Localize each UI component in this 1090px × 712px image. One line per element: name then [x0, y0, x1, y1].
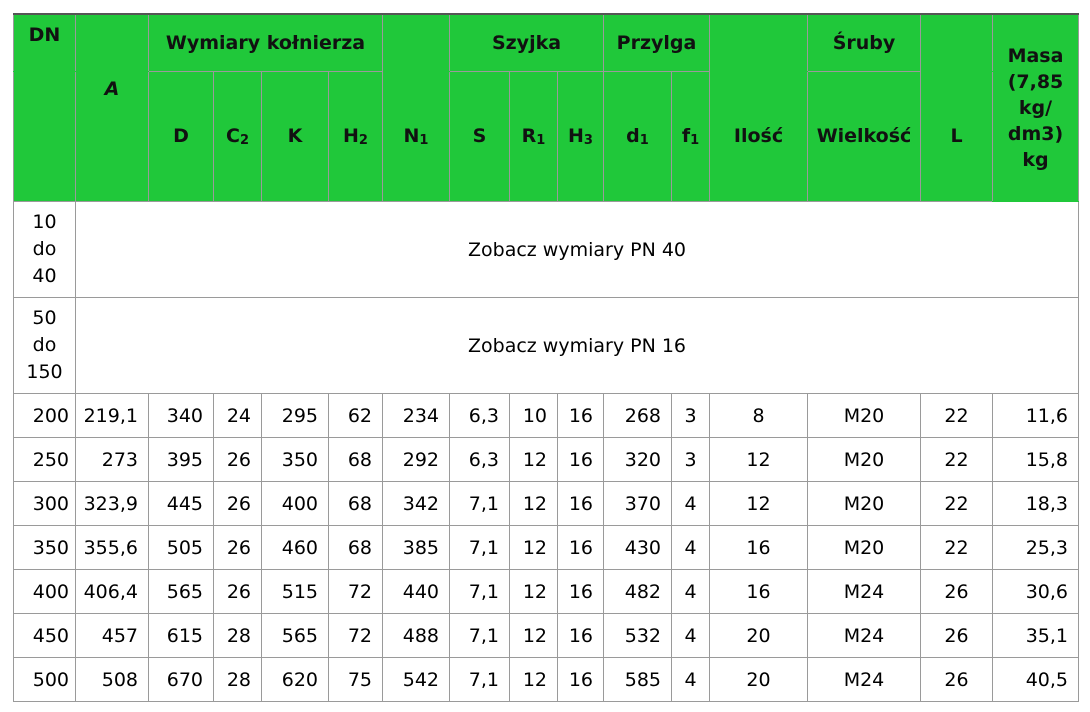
span-row-dn-line: 40: [32, 265, 57, 287]
table-cell: 340: [149, 394, 214, 438]
table-cell: 395: [149, 438, 214, 482]
table-row: [14, 482, 1079, 526]
header-sub-8: $d_1$: [604, 72, 672, 202]
table-cell: 508: [76, 658, 149, 702]
table-cell: 542: [383, 658, 450, 702]
table-cell: 16: [558, 438, 604, 482]
table-cell: 28: [214, 658, 262, 702]
table-cell: 30,6: [993, 570, 1079, 614]
header-mass-label: [993, 43, 1078, 173]
header-sub-1: $C_2$: [214, 72, 262, 202]
header-sub-12: L: [921, 72, 993, 202]
table-cell: 12: [710, 438, 808, 482]
table-cell: 28: [214, 614, 262, 658]
table-cell: 670: [149, 658, 214, 702]
table-cell: 12: [510, 658, 558, 702]
table-cell: M24: [808, 658, 921, 702]
table-cell: 16: [558, 482, 604, 526]
table-row: [14, 394, 1079, 438]
table-cell: 10: [510, 394, 558, 438]
table-cell: 26: [214, 570, 262, 614]
table-cell: 400: [262, 482, 329, 526]
table-cell: 7,1: [450, 570, 510, 614]
header-l-top: [921, 14, 993, 72]
table-cell: 12: [710, 482, 808, 526]
table-row: [14, 438, 1079, 482]
table-cell: M20: [808, 394, 921, 438]
table-cell: 16: [558, 570, 604, 614]
table-cell: 457: [76, 614, 149, 658]
span-row-dn-line: 150: [26, 361, 63, 383]
header-group-neck: Szyjka: [450, 14, 604, 72]
table-cell: 350: [262, 438, 329, 482]
table-cell: 26: [214, 438, 262, 482]
table-cell: 16: [710, 570, 808, 614]
header-sub-6: $R_1$: [510, 72, 558, 202]
table-cell: 300: [14, 482, 76, 526]
table-cell: 460: [262, 526, 329, 570]
table-cell: 12: [510, 526, 558, 570]
table-cell: 20: [710, 614, 808, 658]
table-cell: 3: [672, 394, 710, 438]
table-cell: 355,6: [76, 526, 149, 570]
span-row: [14, 298, 1079, 394]
header-a-top: [76, 14, 149, 72]
table-cell: M20: [808, 438, 921, 482]
header-group-bolts: Śruby: [808, 14, 921, 72]
table-row: [14, 570, 1079, 614]
table-cell: 342: [383, 482, 450, 526]
table-cell: 295: [262, 394, 329, 438]
table-cell: 515: [262, 570, 329, 614]
header-sub-5: S: [450, 72, 510, 202]
table-cell: 406,4: [76, 570, 149, 614]
table-cell: 12: [510, 570, 558, 614]
table-cell: 6,3: [450, 438, 510, 482]
table-cell: 8: [710, 394, 808, 438]
table-cell: 620: [262, 658, 329, 702]
header-sub-0: D: [149, 72, 214, 202]
table-cell: 26: [214, 482, 262, 526]
span-row-note: Zobacz wymiary PN 40: [76, 202, 1079, 298]
table-row: [14, 526, 1079, 570]
table-cell: 323,9: [76, 482, 149, 526]
span-row-dn: [14, 202, 76, 298]
table-cell: 505: [149, 526, 214, 570]
header-sub-9: $f_1$: [672, 72, 710, 202]
table-cell: 12: [510, 438, 558, 482]
header-sub-10: Ilość: [710, 72, 808, 202]
header-qty-top: [710, 14, 808, 72]
table-cell: 500: [14, 658, 76, 702]
table-cell: 450: [14, 614, 76, 658]
table-cell: 370: [604, 482, 672, 526]
table-cell: 6,3: [450, 394, 510, 438]
table-cell: 430: [604, 526, 672, 570]
table-cell: 7,1: [450, 658, 510, 702]
table-cell: 400: [14, 570, 76, 614]
table-cell: 15,8: [993, 438, 1079, 482]
table-row: [14, 614, 1079, 658]
table-cell: 7,1: [450, 482, 510, 526]
table-row: [14, 658, 1079, 702]
table-cell: 200: [14, 394, 76, 438]
table-cell: 16: [558, 394, 604, 438]
table-header: [14, 14, 1079, 202]
table-cell: 16: [558, 658, 604, 702]
span-row-dn-line: do: [32, 334, 57, 356]
table-cell: 12: [510, 482, 558, 526]
header-mass-line: kg/: [1018, 97, 1053, 119]
table-cell: 75: [329, 658, 383, 702]
table-cell: M20: [808, 482, 921, 526]
table-cell: 350: [14, 526, 76, 570]
table-cell: 12: [510, 614, 558, 658]
table-cell: 440: [383, 570, 450, 614]
table-cell: 22: [921, 482, 993, 526]
header-mass: [993, 14, 1079, 202]
table-cell: 320: [604, 438, 672, 482]
table-body: [14, 202, 1079, 702]
header-n1-top: [383, 14, 450, 72]
table-cell: 26: [921, 658, 993, 702]
header-a-text: A: [104, 77, 120, 100]
table-cell: 24: [214, 394, 262, 438]
header-dn-text: DN: [28, 24, 61, 46]
table-cell: M24: [808, 570, 921, 614]
header-mass-line: (7,85: [1007, 71, 1064, 93]
table-cell: 40,5: [993, 658, 1079, 702]
table-cell: M20: [808, 526, 921, 570]
table-cell: 18,3: [993, 482, 1079, 526]
header-dn-label: [14, 24, 76, 202]
table-cell: 3: [672, 438, 710, 482]
table-cell: 4: [672, 570, 710, 614]
header-sub-7: $H_3$: [558, 72, 604, 202]
table-cell: 35,1: [993, 614, 1079, 658]
table-cell: 482: [604, 570, 672, 614]
header-a-label: [76, 72, 149, 202]
span-row-dn-line: 10: [32, 211, 57, 233]
header-group-face: Przylga: [604, 14, 710, 72]
flange-dimensions-table: [13, 13, 1079, 702]
header-sub-11: Wielkość: [808, 72, 921, 202]
table-cell: 68: [329, 438, 383, 482]
table-cell: 532: [604, 614, 672, 658]
table-cell: 615: [149, 614, 214, 658]
table-cell: 4: [672, 482, 710, 526]
table-cell: 25,3: [993, 526, 1079, 570]
table-cell: 22: [921, 526, 993, 570]
table-cell: 268: [604, 394, 672, 438]
table-cell: 7,1: [450, 526, 510, 570]
table-cell: 4: [672, 526, 710, 570]
table-cell: 565: [262, 614, 329, 658]
table-cell: 7,1: [450, 614, 510, 658]
header-group-flange: Wymiary kołnierza: [149, 14, 383, 72]
table-cell: 292: [383, 438, 450, 482]
table-cell: 72: [329, 570, 383, 614]
table-cell: 26: [214, 526, 262, 570]
table-cell: 445: [149, 482, 214, 526]
table-cell: 273: [76, 438, 149, 482]
span-row-dn-line: do: [32, 238, 57, 260]
header-mass-line: kg: [1022, 149, 1049, 171]
span-row-note: Zobacz wymiary PN 16: [76, 298, 1079, 394]
table-cell: 16: [558, 526, 604, 570]
span-row-dn: [14, 298, 76, 394]
header-sub-4: $N_1$: [383, 72, 450, 202]
table-cell: M24: [808, 614, 921, 658]
table-cell: 20: [710, 658, 808, 702]
span-row-dn-line: 50: [32, 307, 57, 329]
table-cell: 4: [672, 614, 710, 658]
header-mass-line: Masa: [1007, 45, 1064, 67]
table-cell: 219,1: [76, 394, 149, 438]
header-sub-3: $H_2$: [329, 72, 383, 202]
table-cell: 488: [383, 614, 450, 658]
table-cell: 26: [921, 570, 993, 614]
table-cell: 16: [710, 526, 808, 570]
table-cell: 16: [558, 614, 604, 658]
table-cell: 68: [329, 526, 383, 570]
table-cell: 4: [672, 658, 710, 702]
table-cell: 26: [921, 614, 993, 658]
table-cell: 22: [921, 438, 993, 482]
table-cell: 385: [383, 526, 450, 570]
table-cell: 234: [383, 394, 450, 438]
table-cell: 68: [329, 482, 383, 526]
table-cell: 565: [149, 570, 214, 614]
table-cell: 585: [604, 658, 672, 702]
span-row: [14, 202, 1079, 298]
table-cell: 11,6: [993, 394, 1079, 438]
table-cell: 250: [14, 438, 76, 482]
header-mass-line: dm3): [1007, 123, 1064, 145]
header-sub-2: K: [262, 72, 329, 202]
table-cell: 62: [329, 394, 383, 438]
table-cell: 22: [921, 394, 993, 438]
table-cell: 72: [329, 614, 383, 658]
